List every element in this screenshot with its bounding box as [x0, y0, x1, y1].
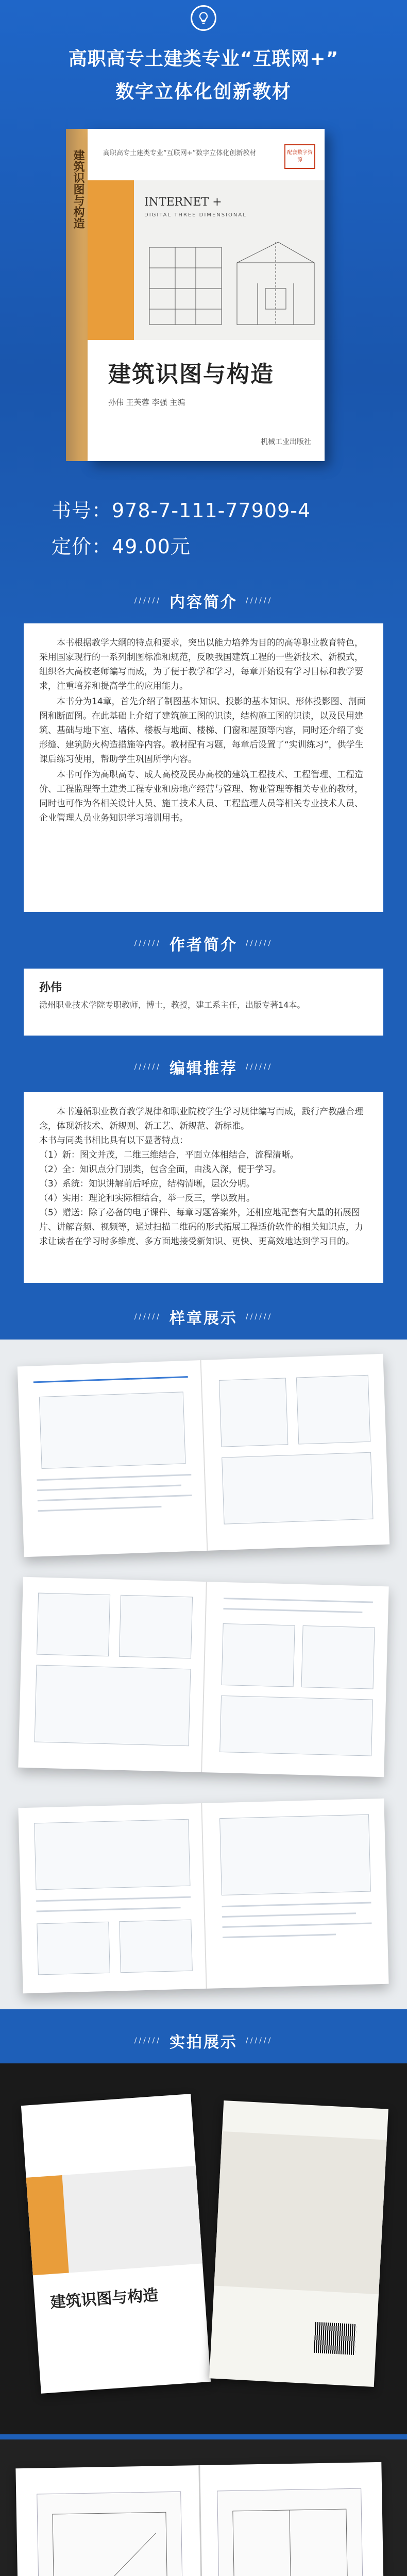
book-authors: 孙伟 王芙蓉 李强 主编: [108, 398, 185, 407]
floor-plan-illustration: [228, 2504, 360, 2576]
banner-deco-right: //////: [246, 1313, 273, 1321]
cover-orange-strip: [88, 180, 134, 340]
recommend-item: （3）系统：知识讲解前后呼应，结构清晰，层次分明。: [39, 1179, 255, 1189]
photo-open-pages: [15, 2462, 391, 2576]
intro-banner: [0, 580, 407, 622]
cover-brand-sub: DIGITAL THREE DIMENSIONAL: [144, 212, 247, 218]
sample-spread-2: [18, 1577, 388, 1777]
photo-banner: [0, 2020, 407, 2062]
author-panel: [24, 969, 383, 1036]
banner-deco-right: //////: [246, 2037, 273, 2045]
author-bio: 滁州职业技术学院专职教师，博士，教授，建工系主任，出版专著14本。: [39, 1000, 306, 1010]
banner-deco-left: //////: [134, 939, 161, 947]
book-cover-artwork: [88, 180, 325, 340]
recommend-item: （5）赠送：除了必备的电子课件、每章习题答案外，还相应地配套有大量的拓展图片、讲解音频、视频等，通过扫描二维码的形式拓展工程适价软件的相关知识点，力求让读者在学习时多维度、多方面地接受新知识、更快、更高效地达到学习目的。: [39, 1208, 363, 1247]
banner-deco-left: //////: [134, 1313, 161, 1321]
recommend-item: （4）实用：理论和实际相结合，举一反三，学以致用。: [39, 1193, 255, 1204]
hero-title-line2: 数字立体化创新教材: [115, 81, 292, 103]
photo-back-cover: [209, 2100, 388, 2387]
photo-section-title: 实拍展示: [169, 2033, 238, 2052]
book-cover: [88, 129, 325, 461]
author-section-title: 作者简介: [169, 936, 238, 954]
book-publisher: 机械工业出版社: [261, 438, 311, 446]
recommend-panel: [24, 1092, 383, 1283]
hero-title-line1: 高职高专土建类专业“互联网+”: [68, 48, 339, 70]
book-spine-title: 建筑识图与构造: [72, 149, 84, 229]
price-text: 定价：49.00元: [52, 535, 191, 558]
banner-deco-right: //////: [246, 597, 273, 605]
photo-front-cover: [21, 2094, 211, 2394]
recommend-item: （2）全：知识点分门别类，包含全面，由浅入深，便于学习。: [39, 1164, 281, 1175]
building-drawing-illustration: [144, 227, 319, 335]
intro-paragraph: 本书根据教学大纲的特点和要求，突出以能力培养为目的的高等职业教育特色，采用国家现行的一系列制图标准和规范，反映我国建筑工程的一些新技术、新模式，组织各大高校老师编写而成，为了便于教学和学习，每章开始设有学习目标和教学要求，注重培养和提高学生的应用能力。: [39, 638, 363, 691]
sample-section-title: 样章展示: [169, 1310, 238, 1328]
banner-deco-left: //////: [134, 2037, 161, 2045]
intro-panel: [24, 623, 383, 912]
photo-covers: [0, 2063, 407, 2434]
sample-pages-gallery: [0, 1340, 407, 2009]
recommend-lead: 本书与同类书相比具有以下显著特点：: [39, 1136, 188, 1146]
intro-section-title: 内容简介: [169, 594, 238, 612]
isbn-text: 书号：978-7-111-77909-4: [52, 499, 311, 522]
author-name: 孙伟: [39, 981, 62, 994]
sample-banner: [0, 1296, 407, 1338]
intro-paragraph: 本书分为14章，首先介绍了制图基本知识、投影的基本知识、形体投影图、剖面图和断面图。在此基础上介绍了建筑施工图的识读，结构施工图的识读，以及民用建筑、基础与地下室、墙体、楼板与地面、楼梯、门窗和屋顶等内容，同时还介绍了变形缝、建筑防火构造措施等内容。教材配有习题，每章后设置了“实训练习”，供学生课后练习使用，帮助学生巩固所学内容。: [39, 697, 366, 765]
author-banner: [0, 922, 407, 964]
book-spine: [66, 129, 88, 461]
book-series-text: 高职高专土建类专业“互联网+”数字立体化创新教材: [103, 149, 257, 157]
banner-deco-left: //////: [134, 597, 161, 605]
digital-resource-badge: 配套数字资源: [284, 144, 315, 169]
intro-paragraph: 本书可作为高职高专、成人高校及民办高校的建筑工程技术、工程管理、工程造价、工程监理等土建类工程专业和房地产经营与管理、物业管理等相关专业的教材，同时也可作为各相关设计人员、施工技术人员、工程监理人员等相关专业技术人员、企业管理人员业务知识学习培训用书。: [39, 770, 363, 823]
banner-deco-right: //////: [246, 1063, 273, 1071]
book-title: 建筑识图与构造: [108, 361, 274, 387]
banner-deco-left: //////: [134, 1063, 161, 1071]
photo-open-book: [0, 2439, 407, 2576]
sample-spread-1: [18, 1354, 389, 1557]
photo-cover-title: 建筑识图与构造: [49, 2286, 159, 2312]
banner-deco-right: //////: [246, 939, 273, 947]
book-cover-header: [88, 129, 325, 180]
recommend-item: （1）新：图文并茂，二维三维结合，平面立体相结合，流程清晰。: [39, 1150, 299, 1160]
recommend-section-title: 编辑推荐: [169, 1060, 238, 1078]
cover-brand: INTERNET +: [144, 196, 222, 209]
recommend-banner: [0, 1046, 407, 1088]
lightbulb-icon: [191, 5, 216, 31]
sample-spread-3: [18, 1799, 388, 1993]
staircase-drawing-illustration: [47, 2507, 179, 2576]
hero-section: [0, 0, 407, 628]
recommend-intro: 本书遵循职业教育教学规律和职业院校学生学习规律编写而成，践行产教融合理念，体现新技术、新规则、新工艺、新规范、新标准。: [39, 1107, 363, 1131]
